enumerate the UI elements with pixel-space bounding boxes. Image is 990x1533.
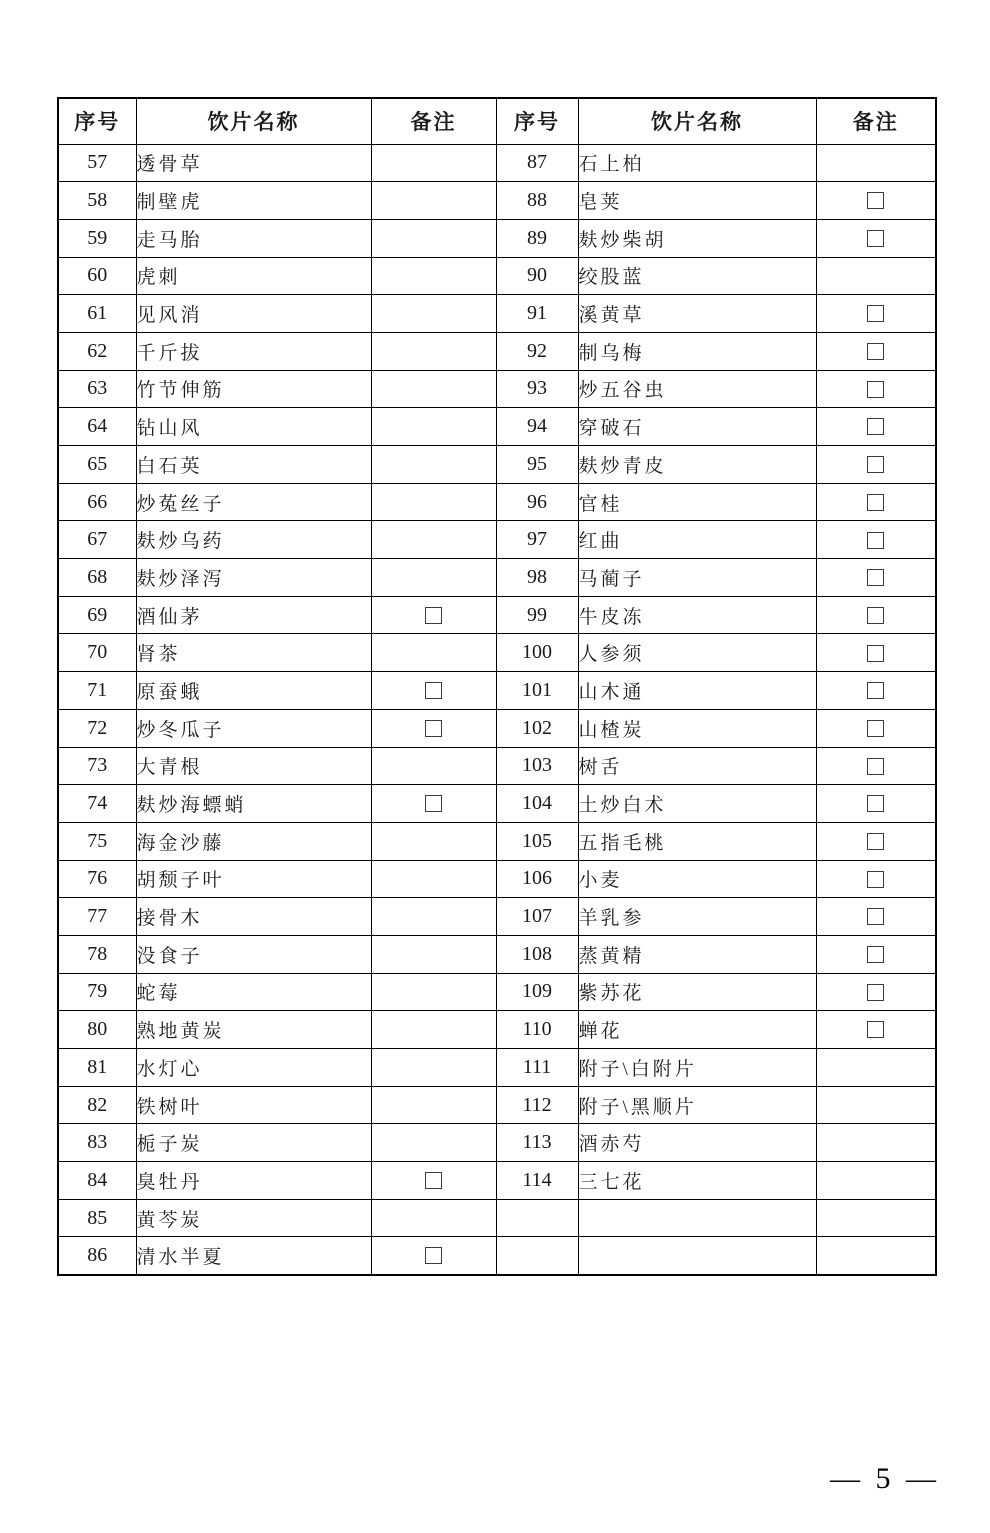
herb-name: 清水半夏 <box>136 1237 371 1275</box>
row-number: 72 <box>58 709 136 747</box>
note-cell <box>816 973 936 1011</box>
row-number: 61 <box>58 295 136 333</box>
checkbox-icon <box>425 682 442 699</box>
row-number: 112 <box>496 1086 578 1124</box>
row-number: 87 <box>496 144 578 182</box>
row-number: 71 <box>58 672 136 710</box>
note-cell <box>371 785 496 823</box>
table-row <box>58 559 936 597</box>
row-number: 106 <box>496 860 578 898</box>
header-name-right: 饮片名称 <box>578 98 816 144</box>
note-cell <box>371 332 496 370</box>
herb-name: 五指毛桃 <box>578 822 816 860</box>
note-cell <box>371 747 496 785</box>
table-row <box>58 295 936 333</box>
row-number: 77 <box>58 898 136 936</box>
herb-name: 附子\白附片 <box>578 1049 816 1087</box>
herb-name: 穿破石 <box>578 408 816 446</box>
row-number: 69 <box>58 596 136 634</box>
checkbox-icon <box>867 230 884 247</box>
herb-name: 绞股蓝 <box>578 257 816 295</box>
page-number: — 5 — <box>830 1462 940 1495</box>
herb-name: 炒五谷虫 <box>578 370 816 408</box>
note-cell <box>816 332 936 370</box>
table-row <box>58 596 936 634</box>
herb-name: 熟地黄炭 <box>136 1011 371 1049</box>
note-cell <box>816 408 936 446</box>
herb-name: 土炒白术 <box>578 785 816 823</box>
row-number: 96 <box>496 483 578 521</box>
row-number: 76 <box>58 860 136 898</box>
row-number: 90 <box>496 257 578 295</box>
checkbox-icon <box>867 833 884 850</box>
checkbox-icon <box>867 192 884 209</box>
herb-name: 附子\黑顺片 <box>578 1086 816 1124</box>
table-row <box>58 822 936 860</box>
table-row <box>58 1162 936 1200</box>
row-number: 89 <box>496 219 578 257</box>
row-number: 66 <box>58 483 136 521</box>
row-number: 82 <box>58 1086 136 1124</box>
table-row <box>58 1199 936 1237</box>
note-cell <box>816 483 936 521</box>
note-cell <box>371 257 496 295</box>
row-number: 65 <box>58 446 136 484</box>
table-row <box>58 634 936 672</box>
row-number: 67 <box>58 521 136 559</box>
header-no-left: 序号 <box>58 98 136 144</box>
note-cell <box>371 1011 496 1049</box>
note-cell <box>816 747 936 785</box>
herb-name: 肾茶 <box>136 634 371 672</box>
herb-name: 山楂炭 <box>578 709 816 747</box>
note-cell <box>371 182 496 220</box>
note-cell <box>371 709 496 747</box>
note-cell <box>816 219 936 257</box>
note-cell <box>816 634 936 672</box>
row-number: 70 <box>58 634 136 672</box>
row-number: 60 <box>58 257 136 295</box>
herb-name: 大青根 <box>136 747 371 785</box>
table-row <box>58 1011 936 1049</box>
herb-name: 红曲 <box>578 521 816 559</box>
checkbox-icon <box>425 1172 442 1189</box>
herb-name: 水灯心 <box>136 1049 371 1087</box>
row-number: 110 <box>496 1011 578 1049</box>
note-cell <box>816 898 936 936</box>
checkbox-icon <box>867 381 884 398</box>
checkbox-icon <box>867 758 884 775</box>
herb-name: 制乌梅 <box>578 332 816 370</box>
herb-name: 臭牡丹 <box>136 1162 371 1200</box>
herb-name: 麸炒泽泻 <box>136 559 371 597</box>
herb-name: 见风消 <box>136 295 371 333</box>
row-number: 83 <box>58 1124 136 1162</box>
table-row <box>58 332 936 370</box>
note-cell <box>371 1237 496 1275</box>
note-cell <box>816 295 936 333</box>
herb-name: 栀子炭 <box>136 1124 371 1162</box>
row-number: 97 <box>496 521 578 559</box>
checkbox-icon <box>867 1021 884 1038</box>
herb-name: 制壁虎 <box>136 182 371 220</box>
herb-table <box>57 97 937 1276</box>
row-number: 80 <box>58 1011 136 1049</box>
note-cell <box>371 1124 496 1162</box>
checkbox-icon <box>425 607 442 624</box>
note-cell <box>371 559 496 597</box>
table-row <box>58 182 936 220</box>
note-cell <box>816 521 936 559</box>
row-number: 92 <box>496 332 578 370</box>
table-row <box>58 521 936 559</box>
table-row <box>58 1086 936 1124</box>
note-cell <box>371 935 496 973</box>
note-cell <box>371 1162 496 1200</box>
herb-name: 千斤拔 <box>136 332 371 370</box>
herb-name: 官桂 <box>578 483 816 521</box>
note-cell <box>371 822 496 860</box>
note-cell <box>371 370 496 408</box>
herb-name: 马蔺子 <box>578 559 816 597</box>
row-number: 109 <box>496 973 578 1011</box>
herb-name <box>578 1237 816 1275</box>
note-cell <box>371 672 496 710</box>
herb-name: 钻山风 <box>136 408 371 446</box>
herb-name: 走马胎 <box>136 219 371 257</box>
herb-name: 酒赤芍 <box>578 1124 816 1162</box>
table-row <box>58 973 936 1011</box>
note-cell <box>816 1011 936 1049</box>
row-number <box>496 1237 578 1275</box>
row-number: 114 <box>496 1162 578 1200</box>
header-no-right: 序号 <box>496 98 578 144</box>
note-cell <box>371 1199 496 1237</box>
herb-name: 牛皮冻 <box>578 596 816 634</box>
row-number: 111 <box>496 1049 578 1087</box>
row-number: 57 <box>58 144 136 182</box>
note-cell <box>816 446 936 484</box>
row-number: 104 <box>496 785 578 823</box>
row-number: 78 <box>58 935 136 973</box>
checkbox-icon <box>867 305 884 322</box>
note-cell <box>816 822 936 860</box>
herb-name: 麸炒柴胡 <box>578 219 816 257</box>
table-row <box>58 709 936 747</box>
table-row <box>58 1124 936 1162</box>
table-row <box>58 483 936 521</box>
note-cell <box>371 898 496 936</box>
checkbox-icon <box>867 456 884 473</box>
row-number: 107 <box>496 898 578 936</box>
row-number: 79 <box>58 973 136 1011</box>
row-number: 100 <box>496 634 578 672</box>
row-number: 93 <box>496 370 578 408</box>
row-number: 64 <box>58 408 136 446</box>
herb-name: 没食子 <box>136 935 371 973</box>
row-number: 108 <box>496 935 578 973</box>
herb-name: 小麦 <box>578 860 816 898</box>
herb-name: 炒冬瓜子 <box>136 709 371 747</box>
row-number: 59 <box>58 219 136 257</box>
note-cell <box>371 1049 496 1087</box>
row-number: 75 <box>58 822 136 860</box>
checkbox-icon <box>867 984 884 1001</box>
row-number: 73 <box>58 747 136 785</box>
row-number: 102 <box>496 709 578 747</box>
checkbox-icon <box>867 569 884 586</box>
herb-name: 酒仙茅 <box>136 596 371 634</box>
checkbox-icon <box>867 494 884 511</box>
table-row <box>58 257 936 295</box>
herb-name: 人参须 <box>578 634 816 672</box>
herb-name: 蒸黄精 <box>578 935 816 973</box>
checkbox-icon <box>867 946 884 963</box>
note-cell <box>816 1237 936 1275</box>
note-cell <box>371 295 496 333</box>
row-number: 81 <box>58 1049 136 1087</box>
note-cell <box>371 634 496 672</box>
note-cell <box>816 559 936 597</box>
row-number: 105 <box>496 822 578 860</box>
herb-name: 石上柏 <box>578 144 816 182</box>
note-cell <box>816 370 936 408</box>
note-cell <box>816 785 936 823</box>
table-row <box>58 1237 936 1275</box>
note-cell <box>816 144 936 182</box>
note-cell <box>371 446 496 484</box>
note-cell <box>816 1049 936 1087</box>
table-row <box>58 408 936 446</box>
note-cell <box>371 408 496 446</box>
herb-name: 麸炒海螵蛸 <box>136 785 371 823</box>
row-number: 62 <box>58 332 136 370</box>
note-cell <box>371 219 496 257</box>
herb-name: 麸炒乌药 <box>136 521 371 559</box>
row-number: 74 <box>58 785 136 823</box>
checkbox-icon <box>867 532 884 549</box>
table-row <box>58 1049 936 1087</box>
row-number: 91 <box>496 295 578 333</box>
herb-name: 炒菟丝子 <box>136 483 371 521</box>
row-number <box>496 1199 578 1237</box>
note-cell <box>816 1124 936 1162</box>
herb-name: 虎刺 <box>136 257 371 295</box>
note-cell <box>816 1086 936 1124</box>
checkbox-icon <box>867 795 884 812</box>
note-cell <box>816 1162 936 1200</box>
checkbox-icon <box>867 871 884 888</box>
row-number: 103 <box>496 747 578 785</box>
note-cell <box>371 596 496 634</box>
herb-name: 接骨木 <box>136 898 371 936</box>
note-cell <box>816 596 936 634</box>
row-number: 85 <box>58 1199 136 1237</box>
checkbox-icon <box>867 908 884 925</box>
note-cell <box>371 973 496 1011</box>
row-number: 94 <box>496 408 578 446</box>
herb-name: 三七花 <box>578 1162 816 1200</box>
table-row <box>58 747 936 785</box>
checkbox-icon <box>867 645 884 662</box>
row-number: 88 <box>496 182 578 220</box>
table-row <box>58 672 936 710</box>
herb-name: 铁树叶 <box>136 1086 371 1124</box>
herb-name: 透骨草 <box>136 144 371 182</box>
table-row <box>58 446 936 484</box>
table-row <box>58 219 936 257</box>
checkbox-icon <box>867 418 884 435</box>
note-cell <box>816 709 936 747</box>
herb-name: 山木通 <box>578 672 816 710</box>
note-cell <box>371 1086 496 1124</box>
checkbox-icon <box>867 343 884 360</box>
herb-name: 海金沙藤 <box>136 822 371 860</box>
herb-name: 白石英 <box>136 446 371 484</box>
row-number: 63 <box>58 370 136 408</box>
checkbox-icon <box>867 607 884 624</box>
herb-name: 黄芩炭 <box>136 1199 371 1237</box>
checkbox-icon <box>425 795 442 812</box>
row-number: 58 <box>58 182 136 220</box>
checkbox-icon <box>867 682 884 699</box>
herb-name: 原蚕蛾 <box>136 672 371 710</box>
row-number: 99 <box>496 596 578 634</box>
table-row <box>58 370 936 408</box>
table-row <box>58 785 936 823</box>
herb-name: 竹节伸筋 <box>136 370 371 408</box>
checkbox-icon <box>867 720 884 737</box>
note-cell <box>371 521 496 559</box>
table-row <box>58 935 936 973</box>
herb-name: 胡颓子叶 <box>136 860 371 898</box>
note-cell <box>816 257 936 295</box>
note-cell <box>371 144 496 182</box>
header-name-left: 饮片名称 <box>136 98 371 144</box>
table-row <box>58 898 936 936</box>
table-row <box>58 860 936 898</box>
note-cell <box>371 483 496 521</box>
header-note-left: 备注 <box>371 98 496 144</box>
herb-name <box>578 1199 816 1237</box>
note-cell <box>816 935 936 973</box>
herb-name: 溪黄草 <box>578 295 816 333</box>
note-cell <box>816 182 936 220</box>
herb-name: 麸炒青皮 <box>578 446 816 484</box>
row-number: 84 <box>58 1162 136 1200</box>
note-cell <box>371 860 496 898</box>
herb-name: 皂荚 <box>578 182 816 220</box>
table-row <box>58 144 936 182</box>
herb-name: 紫苏花 <box>578 973 816 1011</box>
row-number: 98 <box>496 559 578 597</box>
herb-name: 蝉花 <box>578 1011 816 1049</box>
row-number: 101 <box>496 672 578 710</box>
herb-name: 树舌 <box>578 747 816 785</box>
header-note-right: 备注 <box>816 98 936 144</box>
note-cell <box>816 1199 936 1237</box>
row-number: 68 <box>58 559 136 597</box>
herb-name: 蛇莓 <box>136 973 371 1011</box>
checkbox-icon <box>425 1247 442 1264</box>
note-cell <box>816 860 936 898</box>
header-row <box>58 98 936 144</box>
row-number: 86 <box>58 1237 136 1275</box>
row-number: 95 <box>496 446 578 484</box>
row-number: 113 <box>496 1124 578 1162</box>
herb-name: 羊乳参 <box>578 898 816 936</box>
checkbox-icon <box>425 720 442 737</box>
note-cell <box>816 672 936 710</box>
